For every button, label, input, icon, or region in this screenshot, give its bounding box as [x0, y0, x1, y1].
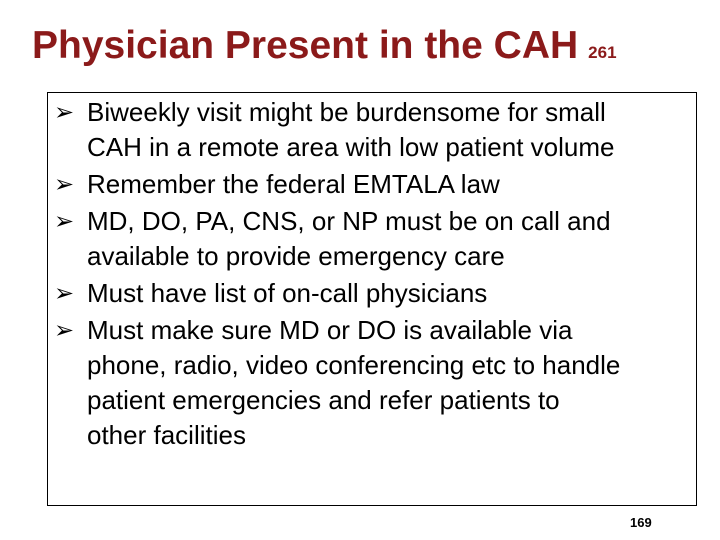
bullet-line: Must have list of on-call physicians [87, 278, 488, 308]
bullet-item [54, 276, 620, 311]
bullet-line: Must make sure MD or DO is available via [87, 315, 573, 345]
bullet-item [54, 95, 620, 165]
page-number: 169 [630, 515, 652, 530]
bullet-item [54, 204, 620, 274]
slide-title-text: Physician Present in the CAH [32, 24, 579, 67]
slide-title-number: 261 [588, 43, 617, 62]
bullet-line: Biweekly visit might be burdensome for small [87, 97, 606, 127]
arrow-bullet-icon: ➢ [54, 170, 75, 198]
arrow-bullet-icon: ➢ [54, 98, 75, 126]
arrow-bullet-icon: ➢ [54, 207, 75, 235]
bullet-line: phone, radio, video conferencing etc to handle [87, 350, 621, 380]
bullet-line: patient emergencies and refer patients to [87, 385, 560, 415]
arrow-bullet-icon: ➢ [54, 316, 75, 344]
bullet-list [54, 95, 620, 455]
bullet-item [54, 313, 620, 453]
bullet-line: available to provide emergency care [87, 241, 505, 271]
arrow-bullet-icon: ➢ [54, 279, 75, 307]
bullet-item [54, 167, 620, 202]
bullet-line: CAH in a remote area with low patient volume [87, 132, 615, 162]
bullet-line: other facilities [87, 420, 246, 450]
bullet-line: Remember the federal EMTALA law [87, 169, 500, 199]
slide-title [32, 24, 617, 68]
bullet-line: MD, DO, PA, CNS, or NP must be on call and [87, 206, 611, 236]
